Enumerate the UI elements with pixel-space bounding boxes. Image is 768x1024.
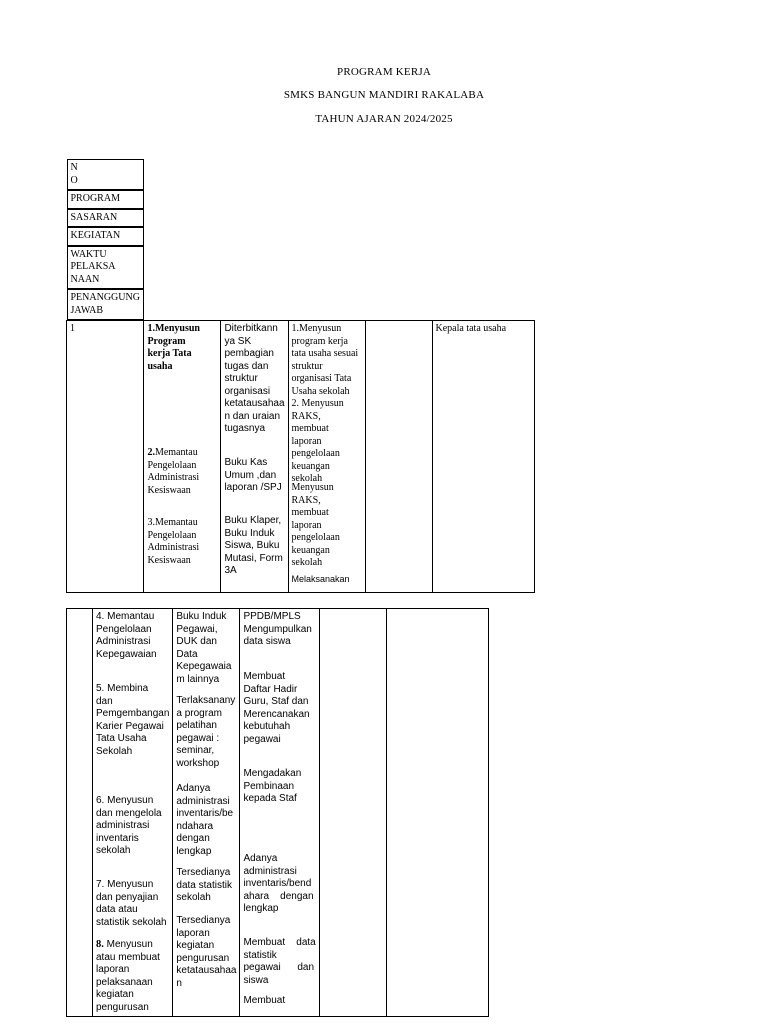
penanggung-jawab-cell [386,609,488,1017]
sasaran-item-4: Tersedianya data statistik sekolah [176,867,232,903]
program-item-5: 5. Membina dan Pemgembangan Karier Pegawai Tata Usaha Sekolah [96,683,170,757]
row-number: 1 [67,321,144,593]
kegiatan-item-3: Melaksanakan [291,574,350,584]
kegiatan-item-5: Membuat data statistik pegawai dan siswa [243,937,316,986]
table-row [67,609,489,1017]
program-cell [93,609,173,1017]
kegiatan-cell [240,609,319,1017]
waktu-cell [319,609,386,1017]
sasaran-item-2: Buku Kas Umum ,dan laporan /SPJ [224,457,282,493]
school-name: SMKS BANGUN MANDIRI RAKALABA [283,89,485,101]
column-header-sasaran: SASARAN [67,209,144,228]
sasaran-item-5: Tersedianya laporan kegiatan pengurusan ketatausahaa n [176,915,237,989]
academic-year: TAHUN AJARAN 2024/2025 [315,113,453,125]
row-number [67,609,93,1017]
program-item-2: 2.Memantau Pengelolaan Administrasi Kesiswaan [147,447,200,496]
program-item-4: 4. Memantau Pengelolaan Administrasi Kepegawaian [96,611,157,660]
program-item-1: 1.Menyusun Program kerja Tata usaha [147,323,200,372]
program-item-7: 7. Menyusun dan penyajian data atau statistik sekolah [96,879,167,928]
column-header-waktu: WAKTU PELAKSA NAAN [67,246,144,290]
program-table-part-2 [66,608,489,1017]
penanggung-jawab-cell: Kepala tata usaha [432,321,534,593]
sasaran-cell [173,609,240,1017]
kegiatan-item-2: Menyusun RAKS, membuat laporan pengelolaan keuangan sekolah [291,482,340,568]
kegiatan-item-2: Membuat Daftar Hadir Guru, Staf dan Merencanakan kebutuhah pegawai [243,671,310,745]
kegiatan-item-3: Mengadakan Pembinaan kepada Staf [243,768,302,804]
kegiatan-item-1: PPDB/MPLS Mengumpulkan data siswa [243,611,312,647]
sasaran-item-3: Buku Klaper, Buku Induk Siswa, Buku Mutasi, Form 3A [224,515,283,576]
column-header-kegiatan: KEGIATAN [67,227,144,246]
column-header-no: N O [67,159,144,190]
program-item-8: 8. Menyusun atau membuat laporan pelaksanaan kegiatan pengurusan [96,939,160,1013]
kegiatan-item-6: Membuat [243,995,286,1006]
sasaran-item-3: Adanya administrasi inventaris/be ndahara dengan lengkap [176,783,234,857]
column-header-penanggung-jawab: PENANGGUNG JAWAB [67,289,144,320]
program-cell [144,321,221,593]
table-row [67,321,535,593]
sasaran-cell [221,321,288,593]
column-header-program: PROGRAM [67,190,144,209]
program-item-3: 3.Memantau Pengelolaan Administrasi Kesiswaan [147,517,200,566]
document-title: PROGRAM KERJA [337,66,431,78]
kegiatan-cell [288,321,365,593]
table-header-row [67,159,535,321]
sasaran-item-2: Terlaksanany a program pelatihan pegawai : seminar, workshop [176,695,236,769]
waktu-cell [365,321,432,593]
program-table-part-1 [66,159,535,593]
program-item-6: 6. Menyusun dan mengelola administrasi inventaris sekolah [96,795,162,856]
kegiatan-item-1: 1.Menyusun program kerja tata usaha sesuai struktur organisasi Tata Usaha sekolah 2. Menyusun RAKS, membuat laporan pengelolaan keuangan sekolah [291,323,359,484]
kegiatan-item-4: Adanya administrasi inventaris/bend ahara dengan lengkap [243,853,314,914]
sasaran-item-1: Diterbitkann ya SK pembagian tugas dan struktur organisasi ketatausahaa n dan uraian tugasnya [224,323,285,434]
sasaran-item-1: Buku Induk Pegawai, DUK dan Data Kepegawaia m lainnya [176,611,232,685]
